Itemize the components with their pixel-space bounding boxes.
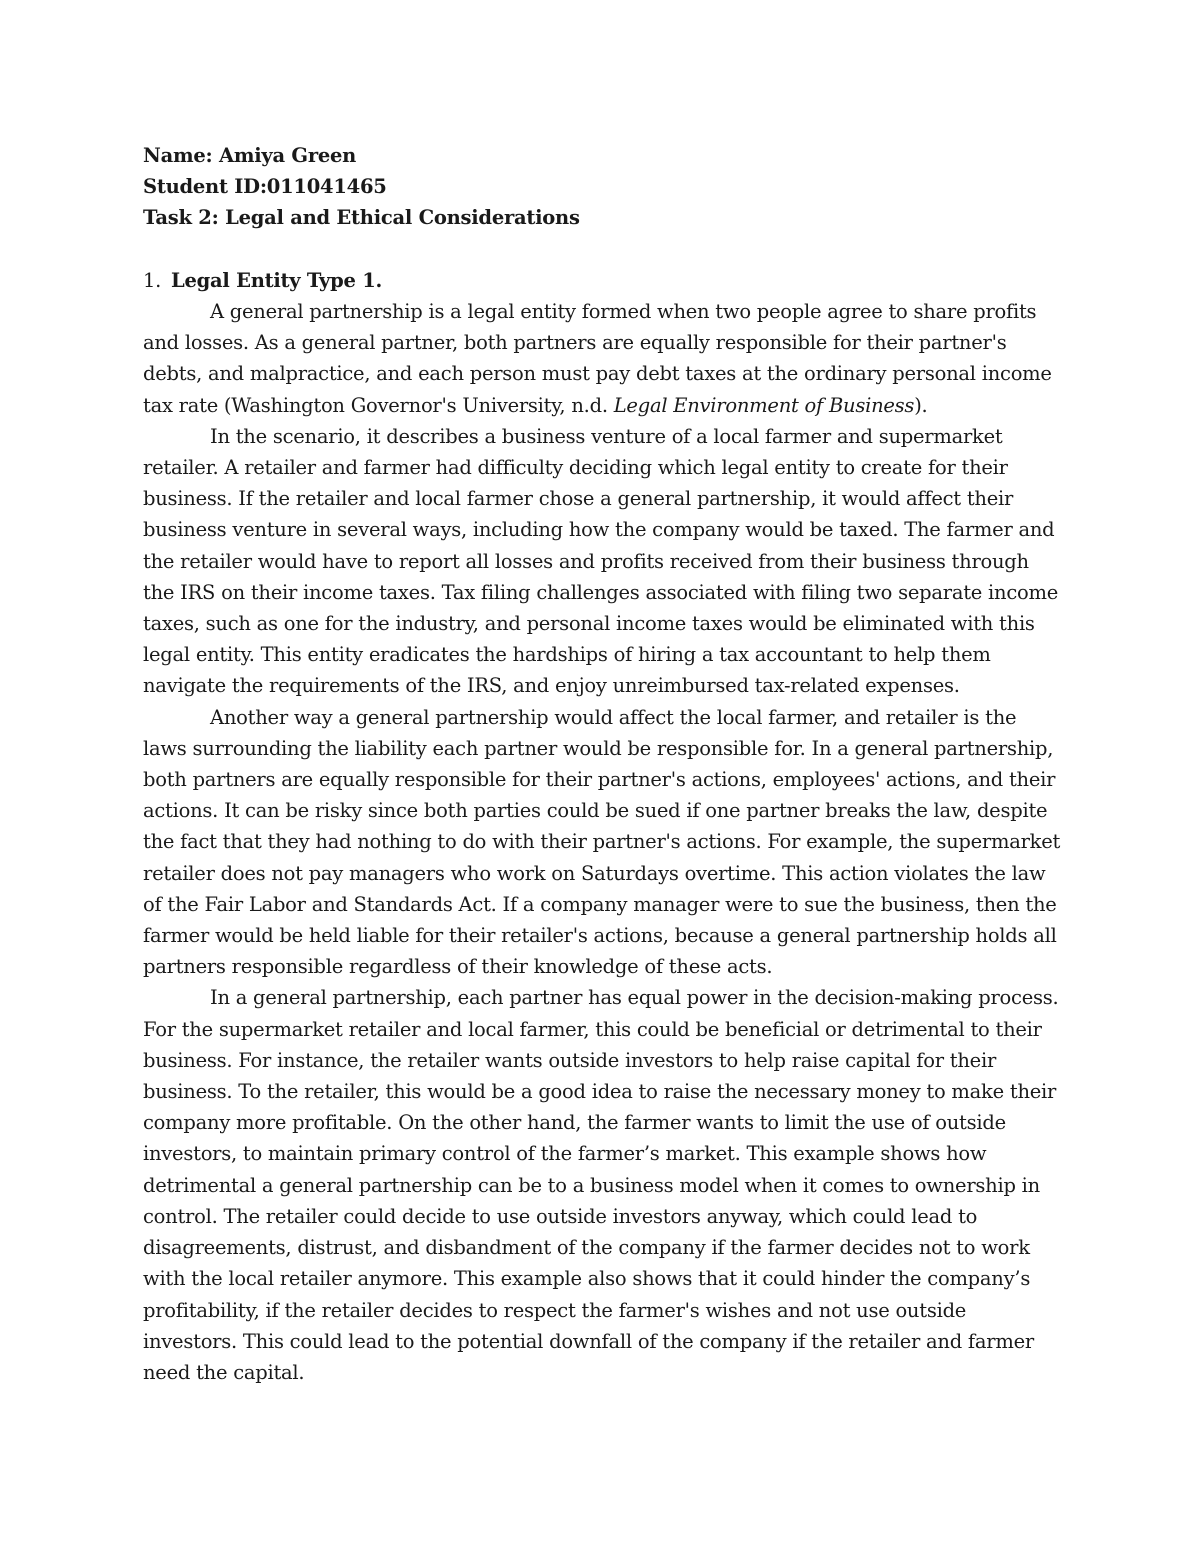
document-body <box>143 140 1063 1388</box>
section-heading <box>143 265 1063 296</box>
paragraph-2: In the scenario, it describes a business venture of a local farmer and supermarket retailer. A retailer and farmer had difficulty deciding which legal entity to create for their business. If the retailer and local farmer chose a general partnership, it would affect their business venture in several ways, including how the company would be taxed. The farmer and the retailer would have to report all losses and profits received from their business through the IRS on their income taxes. Tax filing challenges associated with filing two separate income taxes, such as one for the industry, and personal income taxes would be eliminated with this legal entity. This entity eradicates the hardships of hiring a tax accountant to help them navigate the requirements of the IRS, and enjoy unreimbursed tax-related expenses. <box>143 424 1059 698</box>
section-number: 1. <box>143 268 162 292</box>
student-name: Name: Amiya Green <box>143 144 357 167</box>
blank-line <box>143 234 1063 265</box>
paragraph-1-citation-title: Legal Environment of Business <box>613 393 915 417</box>
student-id: Student ID:011041465 <box>143 175 387 199</box>
paragraph-3: Another way a general partnership would affect the local farmer, and retailer is the laws surrounding the liability each partner would be responsible for. In a general partnership, both partners are equally responsible for their partner's actions, employees' actions, and their actions. It can be risky since both parties could be sued if one partner breaks the law, despite the fact that they had nothing to do with their partner's actions. For example, the supermarket retailer does not pay managers who work on Saturdays overtime. This action violates the law of the Fair Labor and Standards Act. If a company manager were to sue the business, then the farmer would be held liable for their retailer's actions, because a general partnership holds all partners responsible regardless of their knowledge of these acts. <box>143 705 1061 979</box>
paragraph-1-text-end: ). <box>914 393 928 417</box>
task-title: Task 2: Legal and Ethical Considerations <box>143 206 580 230</box>
paragraph-1 <box>143 296 1063 421</box>
section-title: Legal Entity Type 1. <box>171 268 383 292</box>
paragraph-4: In a general partnership, each partner has equal power in the decision-making process. For the supermarket retailer and local farmer, this could be beneficial or detrimental to their business. For instance, the retailer wants outside investors to help raise capital for their business. To the retailer, this would be a good idea to raise the necessary money to make their company more profitable. On the other hand, the farmer wants to limit the use of outside investors, to maintain primary control of the farmer’s market. This example shows how detrimental a general partnership can be to a business model when it comes to ownership in control. The retailer could decide to use outside investors anyway, which could lead to disagreements, distrust, and disbandment of the company if the farmer decides not to work with the local retailer anymore. This example also shows that it could hinder the company’s profitability, if the retailer decides to respect the farmer's wishes and not use outside investors. This could lead to the potential downfall of the company if the retailer and farmer need the capital. <box>143 986 1059 1384</box>
paragraph-1-text: A general partnership is a legal entity formed when two people agree to share profits and losses. As a general partner, both partners are equally responsible for their partner's debts, and malpractice, and each person must pay debt taxes at the ordinary personal income tax rate (Washington Governor's University, n.d. <box>143 300 1052 417</box>
